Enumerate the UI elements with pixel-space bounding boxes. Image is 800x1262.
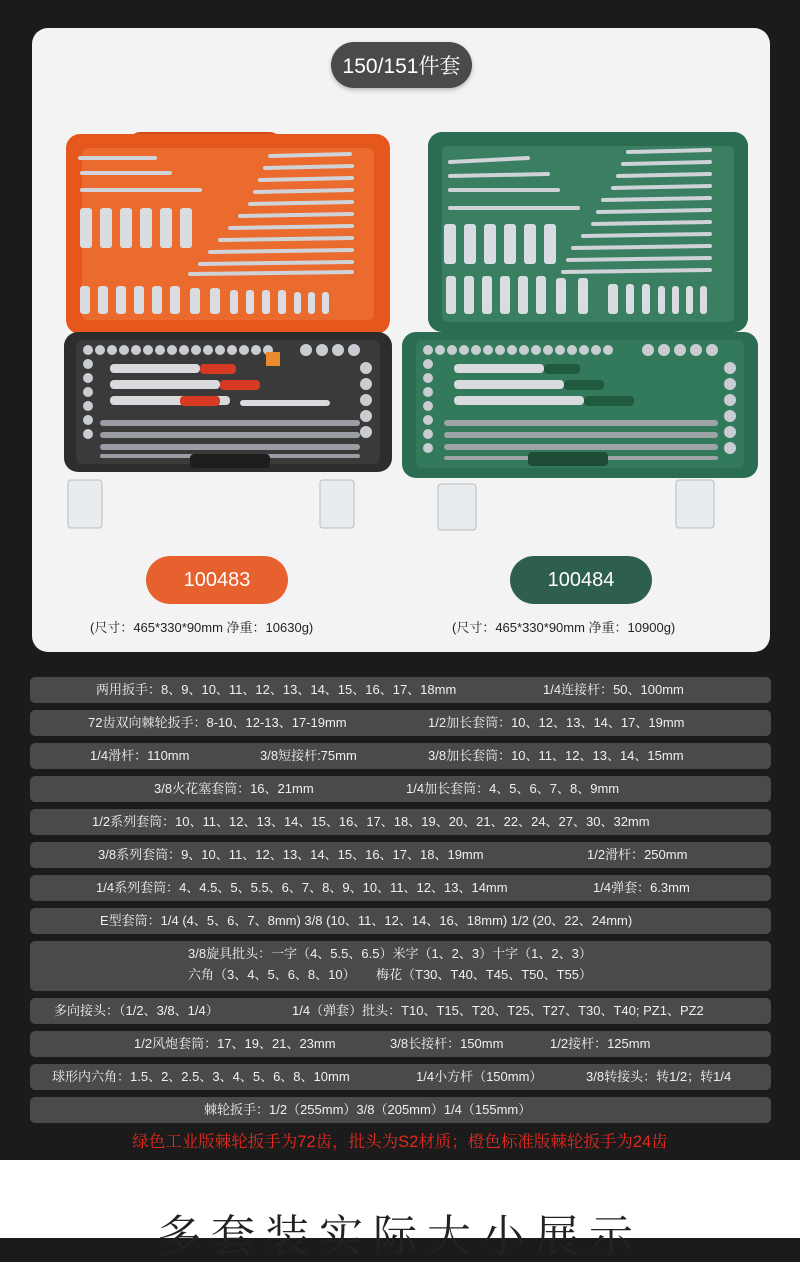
spec-row	[30, 809, 771, 835]
spec-row	[30, 1064, 771, 1090]
spec-row	[30, 677, 771, 703]
spec-item: 3/8长接杆：150mm	[390, 1036, 504, 1051]
spec-item: 1/2接杆：125mm	[550, 1036, 651, 1051]
size-weight-green: (尺寸：465*330*90mm 净重：10900g)	[452, 620, 676, 635]
spec-item: 1/2加长套筒：10、12、13、14、17、19mm	[428, 715, 685, 730]
spec-item: 3/8短接杆:75mm	[260, 748, 357, 763]
spec-item: E型套筒：1/4 (4、5、6、7、8mm) 3/8 (10、11、12、14、16、18mm) 1/2 (20、22、24mm)	[100, 913, 633, 928]
spec-row	[30, 1031, 771, 1057]
spec-item: 多向接头：（1/2、3/8、1/4）	[54, 1003, 219, 1018]
spec-item: 1/2系列套筒：10、11、12、13、14、15、16、17、18、19、20、21、22、24、27、30、32mm	[92, 814, 650, 829]
spec-item: 3/8加长套筒：10、11、12、13、14、15mm	[428, 748, 684, 763]
spec-item: 3/8转接头：转1/2；转1/4	[586, 1069, 732, 1084]
green-toolbox-image	[398, 128, 763, 533]
material-footnote: 绿色工业版棘轮扳手为72齿，批头为S2材质；橙色标准版棘轮扳手为24齿	[132, 1133, 668, 1151]
orange-toolbox-image	[60, 128, 395, 533]
spec-row	[30, 710, 771, 736]
spec-item: 3/8火花塞套筒：16、21mm	[154, 781, 314, 796]
product-code-orange: 100483	[146, 556, 288, 604]
spec-row	[30, 875, 771, 901]
spec-item: 棘轮扳手：1/2（255mm）3/8（205mm）1/4（155mm）	[204, 1102, 532, 1117]
spec-item: 1/4（弹套）批头：T10、T15、T20、T25、T27、T30、T40; PZ1、PZ2	[292, 1003, 704, 1018]
spec-item: 3/8系列套筒：9、10、11、12、13、14、15、16、17、18、19mm	[98, 847, 484, 862]
spec-item: 1/2滑杆：250mm	[587, 847, 688, 862]
spec-item: 1/4弹套：6.3mm	[593, 880, 690, 895]
spec-item: 1/4系列套筒：4、4.5、5、5.5、6、7、8、9、10、11、12、13、14mm	[96, 880, 508, 895]
spec-row	[30, 743, 771, 769]
size-weight-orange: (尺寸：465*330*90mm 净重：10630g)	[90, 620, 314, 635]
spec-item: 3/8旋具批头：一字（4、5.5、6.5）米字（1、2、3）十字（1、2、3）	[188, 946, 592, 961]
spec-item: 1/4连接杆：50、100mm	[543, 682, 684, 697]
spec-row	[30, 842, 771, 868]
spec-row	[30, 941, 771, 991]
section-heading: 多套装实际大小展示	[157, 1212, 643, 1261]
spec-item: 1/4小方杆（150mm）	[416, 1069, 543, 1084]
spec-item: 球形内六角：1.5、2、2.5、3、4、5、6、8、10mm	[52, 1069, 350, 1084]
spec-row	[30, 776, 771, 802]
spec-row	[30, 908, 771, 934]
spec-item: 六角（3、4、5、6、8、10）	[188, 967, 356, 982]
spec-row	[30, 998, 771, 1024]
spec-row	[30, 1097, 771, 1123]
product-code-green: 100484	[510, 556, 652, 604]
spec-item: 两用扳手：8、9、10、11、12、13、14、15、16、17、18mm	[96, 682, 457, 697]
spec-item: 1/2风炮套筒：17、19、21、23mm	[134, 1036, 336, 1051]
set-title: 150/151件套	[331, 42, 472, 88]
spec-item: 梅花（T30、T40、T45、T50、T55）	[376, 967, 593, 982]
spec-item: 72齿双向棘轮扳手：8-10、12-13、17-19mm	[88, 715, 347, 730]
spec-item: 1/4滑杆：110mm	[90, 748, 190, 763]
spec-item: 1/4加长套筒：4、5、6、7、8、9mm	[406, 781, 620, 796]
